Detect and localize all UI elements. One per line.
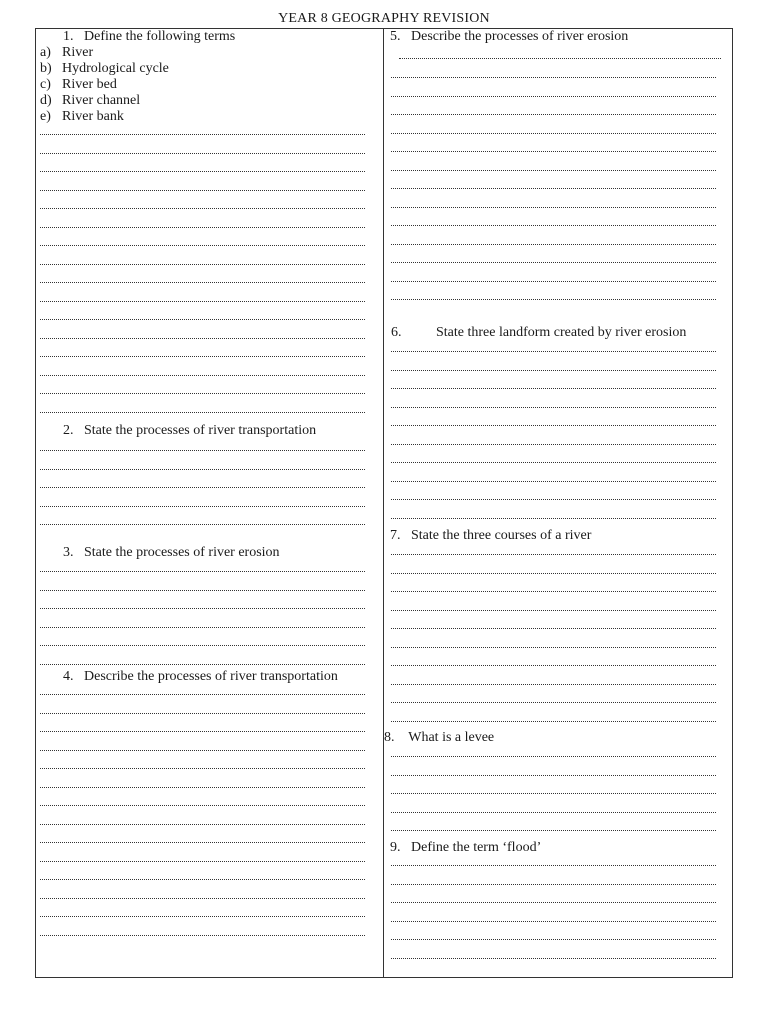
- answer-line[interactable]: [391, 884, 716, 885]
- answer-line[interactable]: [40, 935, 365, 936]
- answer-line[interactable]: [391, 684, 716, 685]
- question-number: 7.: [390, 528, 401, 543]
- answer-line[interactable]: [40, 153, 365, 154]
- term-item: d) River channel: [40, 93, 141, 108]
- question-text: Describe the processes of river erosion: [411, 29, 629, 44]
- answer-line[interactable]: [391, 425, 716, 426]
- answer-line[interactable]: [391, 830, 716, 831]
- answer-line[interactable]: [40, 694, 365, 695]
- answer-line[interactable]: [40, 898, 365, 899]
- question-number: 9.: [390, 840, 401, 855]
- answer-line[interactable]: [40, 645, 365, 646]
- answer-line[interactable]: [391, 939, 716, 940]
- answer-line[interactable]: [391, 702, 716, 703]
- answer-line[interactable]: [391, 865, 716, 866]
- answer-line[interactable]: [391, 958, 716, 959]
- answer-line[interactable]: [40, 282, 365, 283]
- answer-line[interactable]: [391, 665, 716, 666]
- answer-line[interactable]: [40, 590, 365, 591]
- answer-line[interactable]: [40, 245, 365, 246]
- column-divider: [383, 28, 384, 978]
- answer-line[interactable]: [391, 902, 716, 903]
- answer-line[interactable]: [40, 824, 365, 825]
- question-3: [63, 545, 280, 561]
- answer-line[interactable]: [40, 393, 365, 394]
- answer-line[interactable]: [391, 499, 716, 500]
- answer-line[interactable]: [40, 450, 365, 451]
- answer-line[interactable]: [40, 842, 365, 843]
- answer-line[interactable]: [40, 731, 365, 732]
- question-1: [63, 29, 235, 45]
- question-6: [391, 325, 687, 341]
- answer-line[interactable]: [391, 775, 716, 776]
- question-7: [390, 528, 591, 544]
- question-5: [390, 29, 628, 45]
- answer-line[interactable]: [40, 264, 365, 265]
- answer-line[interactable]: [40, 805, 365, 806]
- question-9: [390, 840, 541, 856]
- answer-line[interactable]: [391, 647, 716, 648]
- question-text: State three landform created by river erosion: [436, 325, 687, 340]
- answer-line[interactable]: [40, 227, 365, 228]
- question-text: Define the term ‘flood’: [411, 840, 542, 855]
- answer-line[interactable]: [40, 713, 365, 714]
- question-text: Describe the processes of river transportation: [84, 669, 338, 684]
- question-text: Define the following terms: [84, 29, 236, 44]
- answer-line[interactable]: [40, 208, 365, 209]
- answer-line[interactable]: [40, 571, 365, 572]
- answer-line[interactable]: [391, 554, 716, 555]
- answer-line[interactable]: [40, 469, 365, 470]
- answer-line[interactable]: [391, 133, 716, 134]
- answer-line[interactable]: [391, 573, 716, 574]
- answer-line[interactable]: [40, 412, 365, 413]
- answer-line[interactable]: [40, 487, 365, 488]
- answer-line[interactable]: [391, 207, 716, 208]
- answer-line[interactable]: [40, 664, 365, 665]
- answer-line[interactable]: [40, 338, 365, 339]
- answer-line[interactable]: [40, 750, 365, 751]
- question-number: 2.: [63, 423, 74, 438]
- question-2: [63, 423, 316, 439]
- question-text: What is a levee: [408, 730, 495, 745]
- answer-line[interactable]: [40, 375, 365, 376]
- question-8: [384, 730, 494, 746]
- page-title: YEAR 8 GEOGRAPHY REVISION: [278, 11, 490, 26]
- question-number: 3.: [63, 545, 74, 560]
- answer-line[interactable]: [40, 190, 365, 191]
- question-text: State the processes of river erosion: [84, 545, 280, 560]
- answer-line[interactable]: [391, 793, 716, 794]
- term-item: a) River: [40, 45, 94, 60]
- answer-line[interactable]: [391, 114, 716, 115]
- answer-line[interactable]: [40, 134, 365, 135]
- answer-line[interactable]: [40, 627, 365, 628]
- answer-line[interactable]: [391, 77, 716, 78]
- answer-line[interactable]: [391, 351, 716, 352]
- question-number: 1.: [63, 29, 74, 44]
- answer-line[interactable]: [391, 262, 716, 263]
- answer-line[interactable]: [391, 721, 716, 722]
- answer-line[interactable]: [391, 151, 716, 152]
- term-item: e) River bank: [40, 109, 124, 124]
- answer-line[interactable]: [391, 921, 716, 922]
- answer-line[interactable]: [391, 388, 716, 389]
- answer-line[interactable]: [40, 356, 365, 357]
- answer-line[interactable]: [391, 812, 716, 813]
- answer-line[interactable]: [40, 861, 365, 862]
- question-number: 8.: [384, 730, 395, 745]
- answer-line[interactable]: [40, 301, 365, 302]
- answer-line[interactable]: [391, 756, 716, 757]
- answer-line[interactable]: [399, 58, 721, 59]
- answer-line[interactable]: [40, 524, 365, 525]
- answer-line[interactable]: [40, 787, 365, 788]
- answer-line[interactable]: [391, 299, 716, 300]
- answer-line[interactable]: [391, 628, 716, 629]
- answer-line[interactable]: [391, 591, 716, 592]
- question-text: State the three courses of a river: [411, 528, 592, 543]
- answer-line[interactable]: [40, 879, 365, 880]
- answer-line[interactable]: [391, 444, 716, 445]
- answer-line[interactable]: [391, 462, 716, 463]
- answer-line[interactable]: [40, 608, 365, 609]
- answer-line[interactable]: [391, 610, 716, 611]
- answer-line[interactable]: [391, 370, 716, 371]
- answer-line[interactable]: [391, 481, 716, 482]
- question-text: State the processes of river transportation: [84, 423, 317, 438]
- answer-line[interactable]: [391, 518, 716, 519]
- term-item: c) River bed: [40, 77, 117, 92]
- answer-line[interactable]: [391, 96, 716, 97]
- answer-line[interactable]: [391, 244, 716, 245]
- answer-line[interactable]: [391, 407, 716, 408]
- question-number: 5.: [390, 29, 401, 44]
- answer-line[interactable]: [391, 170, 716, 171]
- question-4: [63, 669, 338, 685]
- term-item: b) Hydrological cycle: [40, 61, 169, 76]
- answer-line[interactable]: [40, 319, 365, 320]
- answer-line[interactable]: [391, 188, 716, 189]
- answer-line[interactable]: [391, 281, 716, 282]
- answer-line[interactable]: [391, 225, 716, 226]
- answer-line[interactable]: [40, 768, 365, 769]
- question-number: 6.: [391, 325, 402, 340]
- answer-line[interactable]: [40, 171, 365, 172]
- answer-line[interactable]: [40, 506, 365, 507]
- answer-line[interactable]: [40, 916, 365, 917]
- question-number: 4.: [63, 669, 74, 684]
